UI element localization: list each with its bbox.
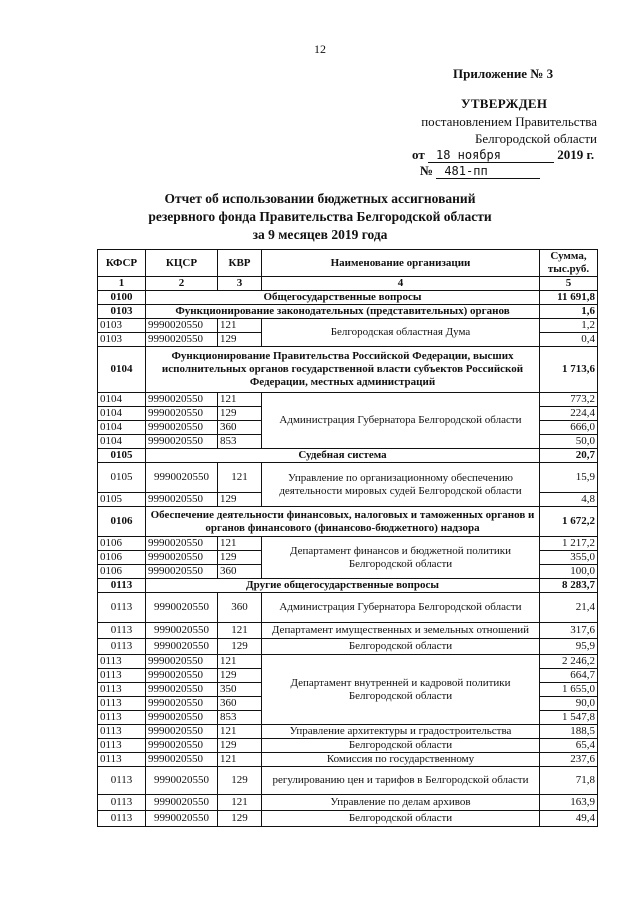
sum-cell: 8 283,7 (540, 579, 598, 593)
organization-cell: Департамент имущественных и земельных отношений (262, 623, 540, 639)
table-row (98, 319, 598, 333)
table-row (98, 623, 598, 639)
date-handwritten: 18 ноября (428, 148, 554, 163)
organization-cell: Белгородской области (262, 811, 540, 827)
kfsr-cell: 0105 (98, 493, 146, 507)
sum-cell: 2 246,2 (540, 655, 598, 669)
kfsr-cell: 0113 (98, 655, 146, 669)
kcsr-cell: 9990020550 (146, 725, 218, 739)
kvr-cell: 853 (218, 711, 262, 725)
kcsr-cell: 9990020550 (146, 753, 218, 767)
kfsr-cell: 0104 (98, 393, 146, 407)
sum-cell: 95,9 (540, 639, 598, 655)
col-header-kcsr: КЦСР (146, 250, 218, 277)
report-title (0, 190, 640, 244)
kcsr-cell: 9990020550 (146, 639, 218, 655)
kvr-cell: 129 (218, 551, 262, 565)
kfsr-cell: 0113 (98, 725, 146, 739)
number-handwritten: 481-пп (436, 164, 540, 179)
col-number: 2 (146, 277, 218, 291)
kcsr-cell: 9990020550 (146, 711, 218, 725)
number-prefix: № (420, 163, 434, 178)
kvr-cell: 121 (218, 725, 262, 739)
kcsr-cell: 9990020550 (146, 435, 218, 449)
kfsr-cell: 0113 (98, 753, 146, 767)
organization-cell: Управление по делам архивов (262, 795, 540, 811)
approval-line-2: Белгородской области (474, 131, 597, 146)
col-header-kvr: КВР (218, 250, 262, 277)
kvr-cell: 129 (218, 669, 262, 683)
organization-cell: Администрация Губернатора Белгородской области (262, 593, 540, 623)
section-row (98, 449, 598, 463)
column-number-row (98, 277, 598, 291)
kfsr-cell: 0103 (98, 333, 146, 347)
kvr-cell: 360 (218, 593, 262, 623)
col-number: 1 (98, 277, 146, 291)
col-number: 5 (540, 277, 598, 291)
table-row (98, 725, 598, 739)
kvr-cell: 360 (218, 421, 262, 435)
section-name: Обеспечение деятельности финансовых, налоговых и таможенных органов и органов финансового (финансово-бюджетного) надзора (146, 507, 540, 537)
kfsr-cell: 0113 (98, 811, 146, 827)
kfsr-cell: 0113 (98, 623, 146, 639)
sum-cell: 1 655,0 (540, 683, 598, 697)
kcsr-cell: 9990020550 (146, 565, 218, 579)
kfsr-cell: 0113 (98, 697, 146, 711)
kcsr-cell: 9990020550 (146, 697, 218, 711)
date-year: 2019 г. (557, 147, 595, 162)
kvr-cell: 129 (218, 767, 262, 795)
col-number: 4 (262, 277, 540, 291)
table-row (98, 393, 598, 407)
col-header-kfsr: КФСР (98, 250, 146, 277)
sum-cell: 1,6 (540, 305, 598, 319)
sum-cell: 163,9 (540, 795, 598, 811)
kfsr-cell: 0106 (98, 537, 146, 551)
kcsr-cell: 9990020550 (146, 407, 218, 421)
sum-cell: 1 217,2 (540, 537, 598, 551)
kfsr-cell: 0106 (98, 565, 146, 579)
appendix-label: Приложение № 3 (453, 66, 554, 81)
organization-cell: Управление по организационному обеспечению деятельности мировых судей Белгородской области (262, 463, 540, 507)
sum-cell: 1,2 (540, 319, 598, 333)
kfsr-cell: 0113 (98, 579, 146, 593)
table-row (98, 767, 598, 795)
kvr-cell: 853 (218, 435, 262, 449)
kfsr-cell: 0105 (98, 449, 146, 463)
sum-cell: 355,0 (540, 551, 598, 565)
kvr-cell: 121 (218, 795, 262, 811)
kvr-cell: 350 (218, 683, 262, 697)
section-name: Общегосударственные вопросы (146, 291, 540, 305)
kcsr-cell: 9990020550 (146, 333, 218, 347)
kfsr-cell: 0104 (98, 407, 146, 421)
sum-cell: 666,0 (540, 421, 598, 435)
sum-cell: 224,4 (540, 407, 598, 421)
sum-cell: 90,0 (540, 697, 598, 711)
kcsr-cell: 9990020550 (146, 655, 218, 669)
kcsr-cell: 9990020550 (146, 551, 218, 565)
title-line-3: за 9 месяцев 2019 года (252, 227, 388, 242)
kcsr-cell: 9990020550 (146, 537, 218, 551)
approved-stamp: УТВЕРЖДЕН (461, 96, 548, 111)
kvr-cell: 121 (218, 319, 262, 333)
organization-cell: Управление архитектуры и градостроительства (262, 725, 540, 739)
kvr-cell: 121 (218, 393, 262, 407)
col-header-name: Наименование организации (262, 250, 540, 277)
approval-line-1: постановлением Правительства (421, 114, 597, 129)
organization-cell: Департамент финансов и бюджетной политики Белгородской области (262, 537, 540, 579)
report-table (97, 249, 598, 827)
table-row (98, 739, 598, 753)
kvr-cell: 129 (218, 333, 262, 347)
header-row (98, 250, 598, 277)
table-row (98, 593, 598, 623)
kfsr-cell: 0103 (98, 319, 146, 333)
kcsr-cell: 9990020550 (146, 463, 218, 493)
sum-cell: 15,9 (540, 463, 598, 493)
sum-cell: 664,7 (540, 669, 598, 683)
col-header-sum: Сумма, тыс.руб. (540, 250, 598, 277)
sum-cell: 1 672,2 (540, 507, 598, 537)
kcsr-cell: 9990020550 (146, 739, 218, 753)
kfsr-cell: 0106 (98, 507, 146, 537)
section-name: Функционирование законодательных (представительных) органов (146, 305, 540, 319)
kfsr-cell: 0113 (98, 593, 146, 623)
sum-cell: 71,8 (540, 767, 598, 795)
section-row (98, 291, 598, 305)
sum-cell: 188,5 (540, 725, 598, 739)
organization-cell: Белгородской области (262, 639, 540, 655)
kfsr-cell: 0113 (98, 669, 146, 683)
table-row (98, 463, 598, 493)
table-row (98, 753, 598, 767)
page-number: 12 (314, 42, 326, 56)
section-row (98, 347, 598, 393)
sum-cell: 1 547,8 (540, 711, 598, 725)
kvr-cell: 121 (218, 753, 262, 767)
kvr-cell: 121 (218, 537, 262, 551)
kfsr-cell: 0104 (98, 347, 146, 393)
table-row (98, 655, 598, 669)
kcsr-cell: 9990020550 (146, 623, 218, 639)
sum-cell: 11 691,8 (540, 291, 598, 305)
kcsr-cell: 9990020550 (146, 421, 218, 435)
kcsr-cell: 9990020550 (146, 393, 218, 407)
kvr-cell: 129 (218, 407, 262, 421)
kvr-cell: 129 (218, 811, 262, 827)
col-number: 3 (218, 277, 262, 291)
sum-cell: 65,4 (540, 739, 598, 753)
approval-date (412, 147, 594, 163)
table-row (98, 639, 598, 655)
organization-cell: Администрация Губернатора Белгородской области (262, 393, 540, 449)
section-row (98, 579, 598, 593)
kvr-cell: 121 (218, 623, 262, 639)
kfsr-cell: 0104 (98, 421, 146, 435)
kfsr-cell: 0105 (98, 463, 146, 493)
sum-cell: 773,2 (540, 393, 598, 407)
organization-cell: регулированию цен и тарифов в Белгородской области (262, 767, 540, 795)
sum-cell: 50,0 (540, 435, 598, 449)
kcsr-cell: 9990020550 (146, 811, 218, 827)
kvr-cell: 129 (218, 639, 262, 655)
sum-cell: 100,0 (540, 565, 598, 579)
kvr-cell: 360 (218, 565, 262, 579)
kfsr-cell: 0113 (98, 639, 146, 655)
title-line-2: резервного фонда Правительства Белгородской области (148, 209, 492, 224)
organization-cell: Департамент внутренней и кадровой политики Белгородской области (262, 655, 540, 725)
kcsr-cell: 9990020550 (146, 319, 218, 333)
kcsr-cell: 9990020550 (146, 493, 218, 507)
kfsr-cell: 0100 (98, 291, 146, 305)
sum-cell: 0,4 (540, 333, 598, 347)
table-row (98, 537, 598, 551)
section-name: Функционирование Правительства Российской Федерации, высших исполнительных органов государственной власти субъектов Российской Федерации, местных администраций (146, 347, 540, 393)
sum-cell: 1 713,6 (540, 347, 598, 393)
kcsr-cell: 9990020550 (146, 767, 218, 795)
kvr-cell: 129 (218, 739, 262, 753)
title-line-1: Отчет об использовании бюджетных ассигнований (164, 191, 476, 206)
sum-cell: 317,6 (540, 623, 598, 639)
approval-number (420, 163, 540, 179)
kcsr-cell: 9990020550 (146, 593, 218, 623)
sum-cell: 20,7 (540, 449, 598, 463)
section-row (98, 305, 598, 319)
kfsr-cell: 0113 (98, 683, 146, 697)
section-row (98, 507, 598, 537)
kfsr-cell: 0113 (98, 739, 146, 753)
sum-cell: 237,6 (540, 753, 598, 767)
sum-cell: 4,8 (540, 493, 598, 507)
kcsr-cell: 9990020550 (146, 795, 218, 811)
date-prefix: от (412, 147, 425, 162)
organization-cell: Белгородская областная Дума (262, 319, 540, 347)
kfsr-cell: 0103 (98, 305, 146, 319)
section-name: Другие общегосударственные вопросы (146, 579, 540, 593)
kfsr-cell: 0104 (98, 435, 146, 449)
kvr-cell: 121 (218, 655, 262, 669)
organization-cell: Белгородской области (262, 739, 540, 753)
table-row (98, 811, 598, 827)
kfsr-cell: 0106 (98, 551, 146, 565)
sum-cell: 21,4 (540, 593, 598, 623)
kcsr-cell: 9990020550 (146, 669, 218, 683)
kfsr-cell: 0113 (98, 711, 146, 725)
kfsr-cell: 0113 (98, 767, 146, 795)
kvr-cell: 121 (218, 463, 262, 493)
table-row (98, 795, 598, 811)
kcsr-cell: 9990020550 (146, 683, 218, 697)
kvr-cell: 129 (218, 493, 262, 507)
kfsr-cell: 0113 (98, 795, 146, 811)
sum-cell: 49,4 (540, 811, 598, 827)
section-name: Судебная система (146, 449, 540, 463)
kvr-cell: 360 (218, 697, 262, 711)
organization-cell: Комиссия по государственному (262, 753, 540, 767)
